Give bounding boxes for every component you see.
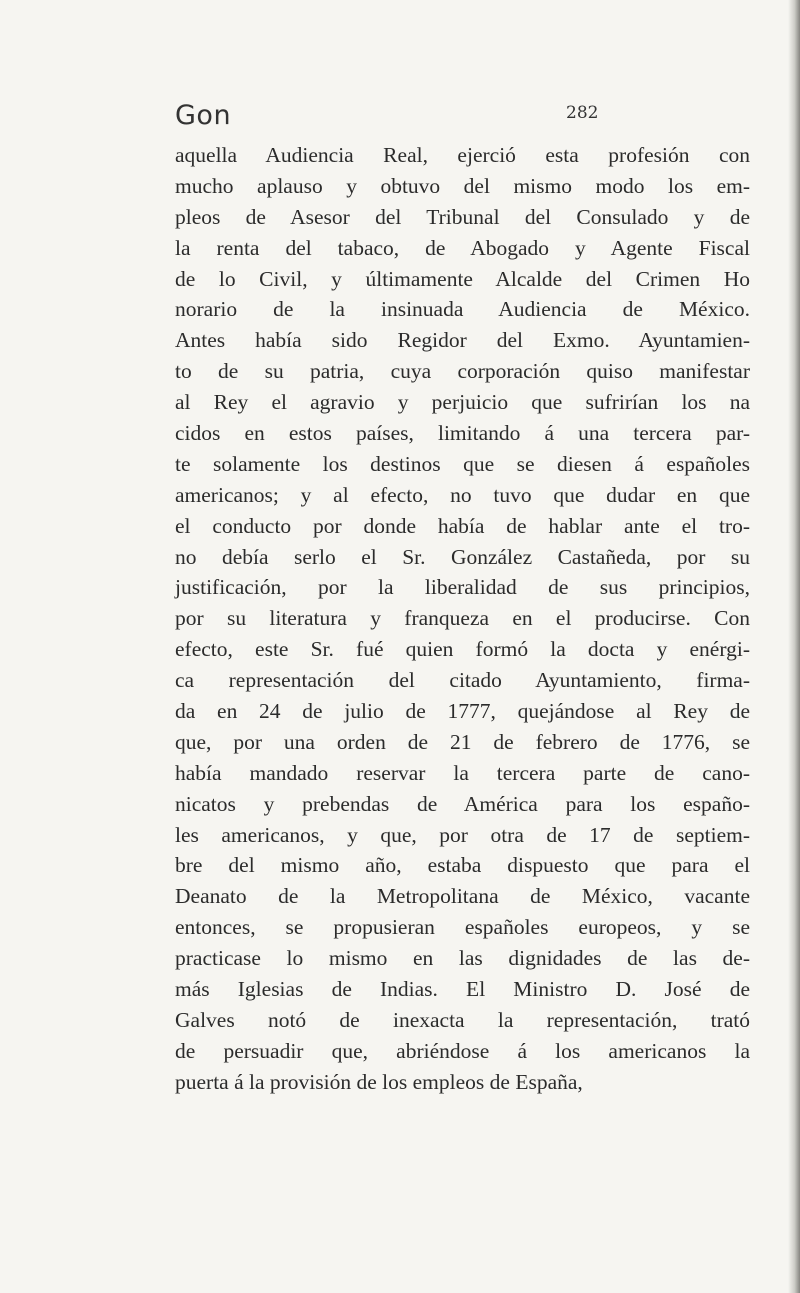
text-line: to de su patria, cuya corporación quiso manifestar [175, 359, 750, 384]
text-line: da en 24 de julio de 1777, quejándose al Rey de [175, 699, 750, 724]
text-line: te solamente los destinos que se diesen á españoles [175, 451, 750, 476]
text-line: más Iglesias de Indias. El Ministro D. José de [175, 977, 750, 1002]
text-line: al Rey el agravio y perjuicio que sufrirían los na [175, 390, 750, 415]
text-line: el conducto por donde había de hablar ante el tro- [175, 513, 750, 538]
text-line: puerta á la provisión de los empleos de España, [175, 1069, 583, 1094]
text-line: ca representación del citado Ayuntamiento, firma- [175, 668, 750, 693]
text-line: americanos; y al efecto, no tuvo que dudar en que [175, 482, 750, 507]
text-line: bre del mismo año, estaba dispuesto que para el [175, 853, 750, 878]
text-line: norario de la insinuada Audiencia de México. [175, 297, 750, 322]
text-line: justificación, por la liberalidad de sus principios, [175, 575, 750, 600]
text-line: había mandado reservar la tercera parte de cano- [175, 760, 750, 785]
page-edge-shadow [788, 0, 800, 1293]
page-number: 282 [566, 103, 599, 123]
text-line: pleos de Asesor del Tribunal del Consulado y de [175, 204, 750, 229]
text-line: Deanato de la Metropolitana de México, vacante [175, 884, 750, 909]
text-line: la renta del tabaco, de Abogado y Agente Fiscal [175, 235, 750, 260]
text-line: Antes había sido Regidor del Exmo. Ayuntamien- [175, 328, 750, 353]
text-line: de lo Civil, y últimamente Alcalde del Crimen Ho [175, 266, 750, 291]
text-line: les americanos, y que, por otra de 17 de septiem- [175, 822, 750, 847]
body-text [175, 140, 750, 1098]
text-line: Galves notó de inexacta la representación, trató [175, 1007, 750, 1032]
text-line: cidos en estos países, limitando á una tercera par- [175, 421, 750, 446]
text-line: que, por una orden de 21 de febrero de 1776, se [175, 729, 750, 754]
text-line: aquella Audiencia Real, ejerció esta profesión con [175, 143, 750, 167]
text-line: nicatos y prebendas de América para los españo- [175, 791, 750, 816]
text-line: mucho aplauso y obtuvo del mismo modo los em- [175, 173, 750, 198]
running-head: Gon [175, 100, 232, 131]
text-line: practicase lo mismo en las dignidades de las de- [175, 946, 750, 971]
text-line: efecto, este Sr. fué quien formó la docta y enérgi- [175, 637, 750, 662]
text-line: de persuadir que, abriéndose á los americanos la [175, 1038, 750, 1063]
text-line: por su literatura y franqueza en el producirse. Con [175, 606, 750, 631]
text-line: no debía serlo el Sr. González Castañeda, por su [175, 544, 750, 569]
text-line: entonces, se propusieran españoles europeos, y se [175, 915, 750, 940]
